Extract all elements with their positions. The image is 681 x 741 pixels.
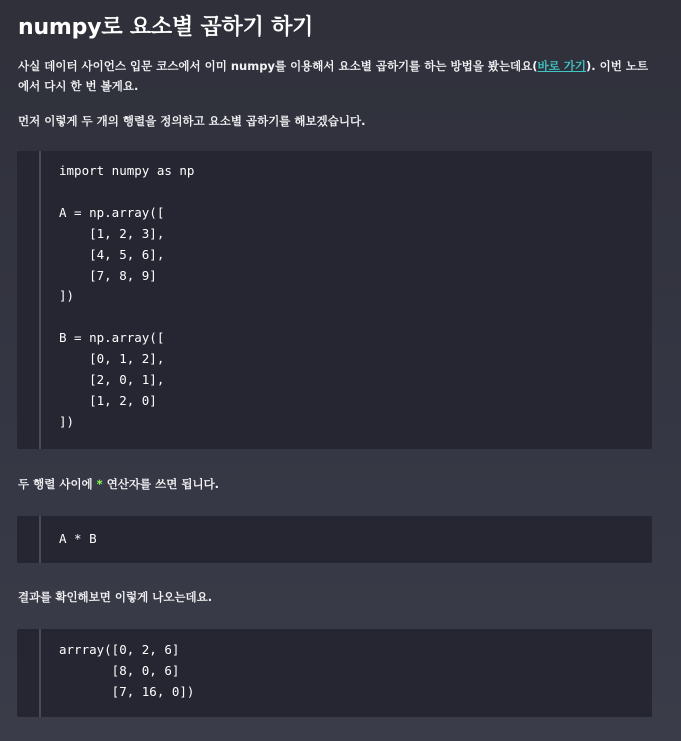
operator-text-after: 연산자를 쓰면 됩니다. — [102, 477, 220, 491]
operator-text-before: 두 행렬 사이에 — [18, 477, 97, 491]
define-matrices-paragraph: 먼저 이렇게 두 개의 행렬을 정의하고 요소별 곱하기를 해보겠습니다. — [18, 114, 366, 128]
go-to-link[interactable]: 바로 가기 — [537, 59, 586, 73]
code-block-multiply — [17, 516, 652, 563]
result-paragraph: 결과를 확인해보면 이렇게 나오는데요. — [18, 590, 213, 604]
operator-paragraph — [18, 474, 219, 494]
intro-paragraph — [18, 56, 658, 96]
code-text: import numpy as np A = np.array([ [1, 2, 3], [4, 5, 6], [7, 8, 9] ]) B = np.array([ [0, 1, 2], [2, 0, 1], [1, 2, 0] ]) — [59, 163, 195, 429]
intro-text-before-link: 사실 데이터 사이언스 입문 코스에서 이미 numpy를 이용해서 요소별 곱하기를 하는 방법을 봤는데요( — [18, 59, 538, 73]
intro-text-after-link: ). 이번 노트에서 다시 한 번 볼게요. — [18, 59, 649, 93]
code-text: A * B — [59, 531, 97, 546]
multiply-operator: * — [96, 477, 103, 491]
code-block-result — [17, 629, 652, 717]
code-block-define-matrices — [17, 151, 652, 449]
code-text: arrray([0, 2, 6] [8, 0, 6] [7, 16, 0]) — [59, 642, 195, 699]
page-title: numpy로 요소별 곱하기 하기 — [18, 15, 314, 40]
